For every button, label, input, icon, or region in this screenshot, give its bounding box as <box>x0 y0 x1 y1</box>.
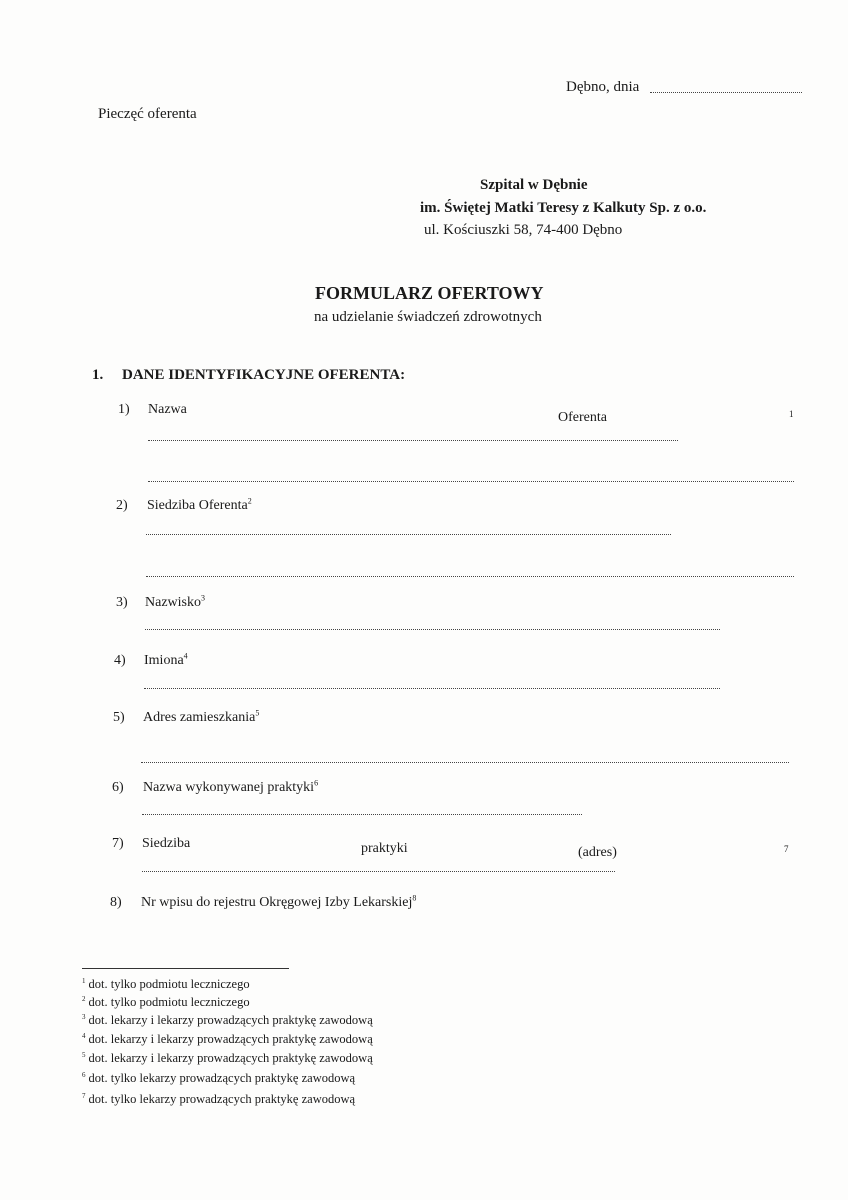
field-5-label-wrap <box>143 710 259 726</box>
field-2-label-wrap <box>147 498 252 514</box>
footnote-7 <box>82 1092 355 1107</box>
field-7-input-line[interactable] <box>142 871 615 872</box>
footnote-1-text: dot. tylko podmiotu leczniczego <box>88 977 250 991</box>
footnote-2 <box>82 995 250 1010</box>
field-4-marker: 4 <box>183 651 188 661</box>
field-4-label-wrap <box>144 653 188 669</box>
field-5-marker: 5 <box>255 708 260 718</box>
footnote-3-text: dot. lekarzy i lekarzy prowadzących praktykę zawodową <box>88 1013 373 1027</box>
field-1-input-line[interactable] <box>148 440 678 441</box>
field-5-number: 5) <box>113 710 125 725</box>
field-8-marker: 8 <box>412 893 417 903</box>
field-6-number: 6) <box>112 780 124 795</box>
footnote-4 <box>82 1032 373 1047</box>
page-title: FORMULARZ OFERTOWY <box>315 283 544 303</box>
footnote-3-marker: 3 <box>82 1012 86 1021</box>
field-1-input-line-2[interactable] <box>148 481 794 482</box>
footnote-1 <box>82 977 250 992</box>
field-7-extra2: (adres) <box>578 845 617 860</box>
footnote-6-text: dot. tylko lekarzy prowadzących praktykę zawodową <box>88 1071 356 1085</box>
field-7-number: 7) <box>112 836 124 851</box>
footnote-2-marker: 2 <box>82 994 86 1003</box>
addressee-line3: ul. Kościuszki 58, 74-400 Dębno <box>424 222 623 238</box>
field-2-marker: 2 <box>247 496 252 506</box>
field-3-marker: 3 <box>201 593 205 603</box>
field-3-number: 3) <box>116 595 128 610</box>
field-4-label: Imiona <box>144 653 184 668</box>
footnote-2-text: dot. tylko podmiotu leczniczego <box>88 995 250 1009</box>
field-7-marker: 7 <box>784 844 789 854</box>
field-1-number: 1) <box>118 402 130 417</box>
addressee-line2: im. Świętej Matki Teresy z Kalkuty Sp. z o.o. <box>420 200 707 216</box>
field-2-input-line-2[interactable] <box>146 576 794 577</box>
field-3-input-line[interactable] <box>145 629 720 630</box>
section-number: 1. <box>92 367 104 383</box>
field-3-label-wrap <box>145 595 205 611</box>
footnote-5 <box>82 1051 373 1066</box>
field-3-label: Nazwisko <box>145 595 201 610</box>
field-5-label: Adres zamieszkania <box>143 710 256 725</box>
field-2-number: 2) <box>116 498 128 513</box>
section-heading: DANE IDENTYFIKACYJNE OFERENTA: <box>122 367 406 383</box>
place-date-label: Dębno, dnia <box>566 79 640 95</box>
field-4-input-line[interactable] <box>144 688 720 689</box>
field-8-label-wrap <box>141 895 416 911</box>
footnote-1-marker: 1 <box>82 976 86 985</box>
date-input-line[interactable] <box>650 92 802 93</box>
field-6-input-line[interactable] <box>142 814 582 815</box>
field-2-label: Siedziba Oferenta <box>147 498 248 513</box>
field-7-extra1: praktyki <box>361 841 408 856</box>
stamp-label: Pieczęć oferenta <box>98 106 197 122</box>
field-7-label: Siedziba <box>142 836 191 851</box>
footnote-6 <box>82 1071 355 1086</box>
footnote-7-text: dot. tylko lekarzy prowadzących praktykę zawodową <box>88 1092 356 1106</box>
footnote-3 <box>82 1013 373 1028</box>
field-8-label: Nr wpisu do rejestru Okręgowej Izby Lekarskiej <box>141 895 413 910</box>
footnote-separator <box>82 968 289 969</box>
place-date <box>566 79 639 96</box>
footnote-6-marker: 6 <box>82 1070 86 1079</box>
field-1-extra: Oferenta <box>558 410 607 425</box>
field-1-marker: 1 <box>789 409 794 419</box>
field-6-label: Nazwa wykonywanej praktyki <box>143 780 315 795</box>
footnote-5-text: dot. lekarzy i lekarzy prowadzących praktykę zawodową <box>88 1051 373 1065</box>
field-6-marker: 6 <box>314 778 319 788</box>
field-5-input-line[interactable] <box>141 762 789 763</box>
addressee-line1: Szpital w Dębnie <box>480 177 588 193</box>
field-6-label-wrap <box>143 780 318 796</box>
field-1-label: Nazwa <box>148 402 187 417</box>
field-4-number: 4) <box>114 653 126 668</box>
footnote-5-marker: 5 <box>82 1050 86 1059</box>
footnote-4-marker: 4 <box>82 1031 86 1040</box>
footnote-4-text: dot. lekarzy i lekarzy prowadzących praktykę zawodową <box>88 1032 373 1046</box>
field-8-number: 8) <box>110 895 122 910</box>
page-subtitle: na udzielanie świadczeń zdrowotnych <box>314 309 542 325</box>
field-2-input-line[interactable] <box>146 534 671 535</box>
footnote-7-marker: 7 <box>82 1091 86 1100</box>
